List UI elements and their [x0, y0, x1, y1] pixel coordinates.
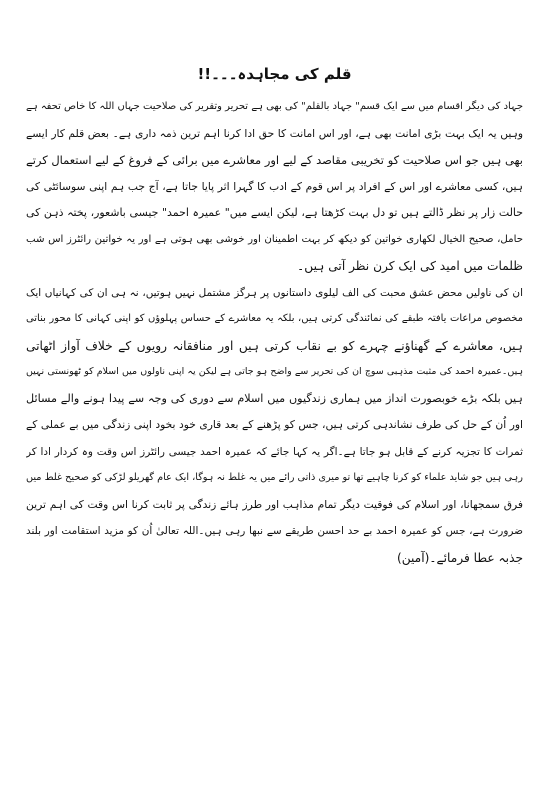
text-line: بھی ہیں جو اس صلاحیت کو تخریبی مقاصد کے لیے اور معاشرے میں برائی کے فروغ کے لیے استعمال کرتے — [26, 153, 523, 167]
text-line: رہی ہیں جو شاید علماء کو کرنا چاہیے تھا تو میری ذاتی رائے میں یہ غلط نہ ہوگا، ایک عام گھریلو لڑکی کو صحیح غلط میں — [26, 472, 523, 483]
text-line: ثمرات کا تجزیہ کرنے کے قابل ہو جاتا ہے۔اگر یہ کہا جائے کہ عمیرہ احمد جیسی رائٹرز اس وقت وہ کردار ادا کر — [26, 445, 523, 458]
paragraph-1 — [26, 94, 523, 280]
text-line: ظلمات میں امید کی ایک کرن نظر آتی ہیں۔ — [297, 259, 523, 273]
text-line: جذبہ عطا فرمائے۔(آمین) — [396, 550, 523, 565]
text-line: وہیں یہ ایک بہت بڑی امانت بھی ہے، اور اس امانت کا حق ادا کرنا اہم ترین ذمہ داری ہے۔ بعض قلم کار ایسے — [26, 126, 523, 140]
text-line: ہیں بلکہ بڑے خوبصورت انداز میں ہماری زندگیوں میں اسلام سے دوری کی وجہ سے پیدا ہونے والے مسائل — [26, 391, 523, 405]
paragraph-2 — [26, 280, 523, 572]
text-line: ان کی ناولیں محض عشق محبت کی الف لیلوی داستانوں پر ہرگز مشتمل نہیں ہوتیں، نہ ہی ان کی کہانیاں ایک — [26, 286, 523, 299]
text-line: ہیں، کسی معاشرے اور اس کے افراد پر اس قوم کے ادب کا گہرا اثر پایا جاتا ہے، آج جب ہم اپنی سوسائٹی کی — [26, 179, 523, 193]
text-line: ضرورت ہے، جس کو عمیرہ احمد بے حد احسن طریقے سے نبھا رہی ہیں۔اللہ تعالیٰ اُن کو مزید استقامت اور بلند — [26, 525, 523, 537]
text-line: حامل، صحیح الخیال لکھاری خواتین کو دیکھ کر بہت اطمینان اور خوشی بھی ہوتی ہے اور یہ خواتین رائٹرز اس شب — [26, 233, 523, 245]
text-line: فرق سمجھانا، اور اسلام کی فوقیت دیگر تمام مذاہب اور طرز ہائے زندگی پر ثابت کرنا اس وقت کی اہم ترین — [26, 497, 523, 511]
text-line: ہیں، معاشرے کے گھناؤنے چہرے کو بے نقاب کرتی ہیں اور منافقانہ رویوں کے خلاف آواز اٹھاتی — [26, 338, 523, 353]
text-line: ہیں۔عمیرہ احمد کی مثبت مذہبی سوچ ان کی تحریر سے واضح ہو جاتی ہے لیکن یہ اپنی ناولوں میں اسلام کو ٹھونستی نہیں — [26, 366, 523, 377]
text-line: حالت زار پر نظر ڈالتے ہیں تو دل بہت کڑھتا ہے، لیکن ایسے میں" عمیرہ احمد" جیسی باشعور، پختہ ذہن کی — [26, 206, 523, 219]
text-line: جہاد کی دیگر اقسام میں سے ایک قسم" جہاد بالقلم" کی بھی ہے تحریر وتقریر کی صلاحیت جہاں اللہ کا خاص تحفہ ہے — [26, 101, 523, 112]
text-line: مخصوص مراعات یافتہ طبقے کی نمائندگی کرتی ہیں، بلکہ یہ معاشرے کے حساس پہلوؤں کو اپنی کہانی کا محور بناتی — [26, 313, 523, 324]
text-line: اور اُن کے حل کی طرف نشاندہی کرتی ہیں، جس کو پڑھنے کے بعد قاری خود بخود اپنی زندگی میں بے عملی کے — [26, 418, 523, 431]
article-title: قلم کی مجاہدہ۔۔۔!! — [197, 65, 352, 83]
